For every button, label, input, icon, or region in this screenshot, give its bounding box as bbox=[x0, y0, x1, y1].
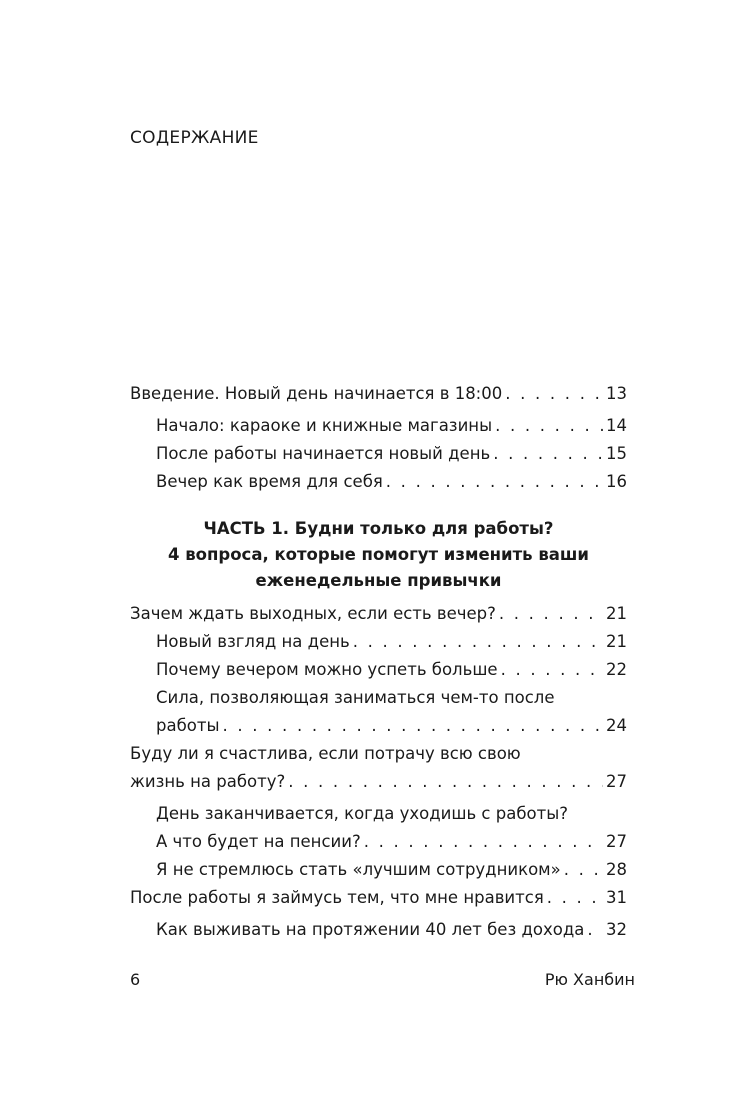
part-heading-line: еженедельные привычки bbox=[255, 571, 502, 590]
toc-page-number: 13 bbox=[606, 384, 627, 403]
leader-dots bbox=[493, 440, 603, 468]
toc-page-number: 21 bbox=[606, 632, 627, 651]
page-title: СОДЕРЖАНИЕ bbox=[130, 128, 259, 148]
leader-dots bbox=[288, 768, 603, 796]
toc-entry-title-line[interactable]: Буду ли я счастлива, если потрачу всю свою bbox=[130, 744, 521, 763]
footer-page-number: 6 bbox=[130, 970, 141, 989]
footer-author: Рю Ханбин bbox=[544, 970, 635, 989]
toc-entry-title: А что будет на пенсии? bbox=[156, 832, 361, 851]
part-heading-line: ЧАСТЬ 1. Будни только для работы? bbox=[203, 519, 554, 538]
toc-entry-title: Я не стремлюсь стать «лучшим сотрудником» bbox=[156, 860, 561, 879]
toc-page-number: 24 bbox=[606, 716, 627, 735]
toc-page-number: 32 bbox=[606, 920, 627, 939]
part-heading-line: 4 вопроса, которые помогут изменить ваши bbox=[167, 545, 589, 564]
toc-entry-title: Начало: караоке и книжные магазины bbox=[156, 416, 493, 435]
toc-page-number: 14 bbox=[606, 416, 627, 435]
table-of-contents bbox=[130, 380, 627, 944]
toc-entry-title-line[interactable]: День заканчивается, когда уходишь с работы? bbox=[156, 804, 568, 823]
toc-entry-title: Как выживать на протяжении 40 лет без дохода bbox=[156, 920, 585, 939]
leader-dots bbox=[364, 828, 603, 856]
leader-dots bbox=[499, 600, 603, 628]
toc-entry[interactable] bbox=[156, 656, 627, 684]
toc-page-number: 22 bbox=[606, 660, 627, 679]
toc-page-number: 27 bbox=[606, 772, 627, 791]
toc-entry[interactable] bbox=[156, 412, 627, 440]
toc-entry-title: Введение. Новый день начинается в 18:00 bbox=[130, 384, 503, 403]
toc-page-number: 21 bbox=[606, 604, 627, 623]
toc-page-number: 15 bbox=[606, 444, 627, 463]
toc-entry[interactable] bbox=[156, 628, 627, 656]
toc-page-number: 28 bbox=[606, 860, 627, 879]
toc-entry[interactable] bbox=[156, 440, 627, 468]
toc-entry-title: После работы я займусь тем, что мне нравится bbox=[130, 888, 544, 907]
toc-entry-title: Почему вечером можно успеть больше bbox=[156, 660, 498, 679]
toc-entry-title: Зачем ждать выходных, если есть вечер? bbox=[130, 604, 496, 623]
toc-entry-title: Новый взгляд на день bbox=[156, 632, 350, 651]
toc-entry-chapter[interactable] bbox=[130, 600, 627, 628]
leader-dots bbox=[223, 712, 604, 740]
toc-entry-title: Вечер как время для себя bbox=[156, 472, 383, 491]
toc-entry[interactable] bbox=[156, 468, 627, 496]
toc-entry-title-line[interactable]: Сила, позволяющая заниматься чем-то после bbox=[156, 688, 555, 707]
leader-dots bbox=[495, 412, 603, 440]
toc-entry-title: работы bbox=[156, 716, 220, 735]
toc-entry-title: жизнь на работу? bbox=[130, 772, 286, 791]
leader-dots bbox=[505, 380, 603, 408]
toc-page-number: 27 bbox=[606, 832, 627, 851]
toc-entry-intro[interactable] bbox=[130, 380, 627, 408]
toc-entry[interactable] bbox=[156, 916, 627, 944]
toc-entry-chapter[interactable] bbox=[130, 768, 627, 796]
toc-entry[interactable] bbox=[156, 828, 627, 856]
leader-dots bbox=[353, 628, 603, 656]
toc-page-number: 16 bbox=[606, 472, 627, 491]
leader-dots bbox=[386, 468, 603, 496]
toc-entry[interactable] bbox=[156, 856, 627, 884]
leader-dots bbox=[501, 656, 603, 684]
toc-entry-title: После работы начинается новый день bbox=[156, 444, 491, 463]
leader-dots bbox=[564, 856, 603, 884]
toc-entry-chapter[interactable] bbox=[130, 884, 627, 912]
toc-page-number: 31 bbox=[606, 888, 627, 907]
leader-dots bbox=[587, 916, 603, 944]
leader-dots bbox=[547, 884, 603, 912]
part-heading bbox=[130, 516, 627, 594]
toc-entry[interactable] bbox=[156, 712, 627, 740]
